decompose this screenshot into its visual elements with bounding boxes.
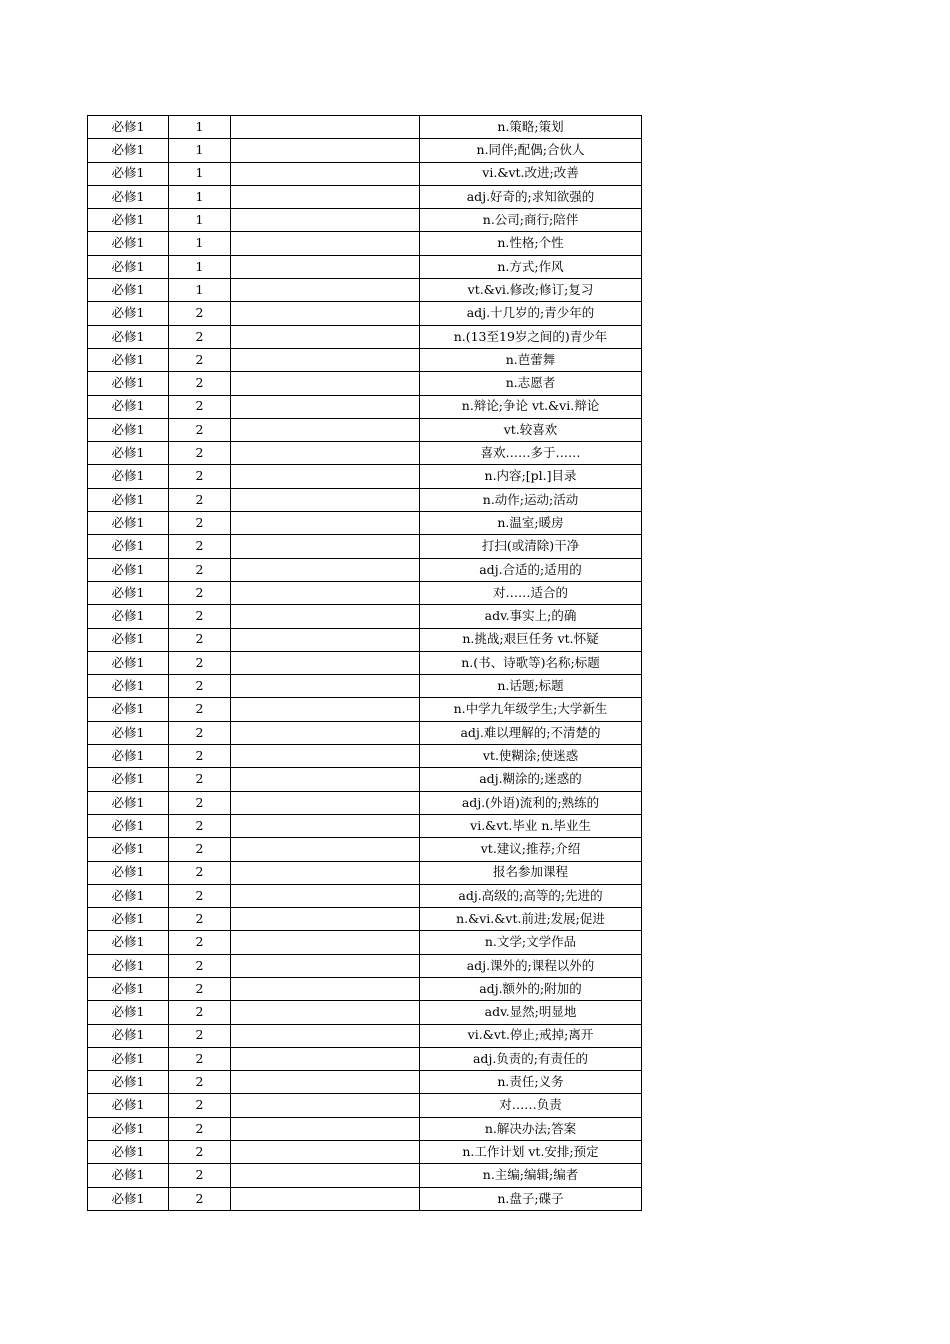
word-cell (231, 931, 420, 954)
word-cell (231, 1071, 420, 1094)
word-cell (231, 605, 420, 628)
table-row (88, 814, 642, 837)
word-cell (231, 232, 420, 255)
book-cell: 必修1 (88, 581, 169, 604)
word-cell (231, 977, 420, 1000)
unit-cell: 2 (169, 1094, 231, 1117)
book-cell: 必修1 (88, 279, 169, 302)
book-cell: 必修1 (88, 605, 169, 628)
table-row (88, 698, 642, 721)
table-row (88, 372, 642, 395)
word-cell (231, 745, 420, 768)
word-cell (231, 908, 420, 931)
definition-cell: 打扫(或清除)干净 (420, 535, 642, 558)
table-row (88, 1141, 642, 1164)
definition-cell: n.策略;策划 (420, 116, 642, 139)
word-cell (231, 488, 420, 511)
word-cell (231, 628, 420, 651)
unit-cell: 2 (169, 814, 231, 837)
book-cell: 必修1 (88, 325, 169, 348)
unit-cell: 1 (169, 232, 231, 255)
unit-cell: 2 (169, 558, 231, 581)
unit-cell: 2 (169, 698, 231, 721)
unit-cell: 2 (169, 768, 231, 791)
table-row (88, 535, 642, 558)
word-cell (231, 1001, 420, 1024)
book-cell: 必修1 (88, 908, 169, 931)
definition-cell: n.工作计划 vt.安排;预定 (420, 1141, 642, 1164)
table-row (88, 675, 642, 698)
book-cell: 必修1 (88, 488, 169, 511)
table-row (88, 884, 642, 907)
unit-cell: 2 (169, 1071, 231, 1094)
table-row (88, 116, 642, 139)
definition-cell: n.主编;编辑;编者 (420, 1164, 642, 1187)
book-cell: 必修1 (88, 442, 169, 465)
word-cell (231, 116, 420, 139)
unit-cell: 2 (169, 628, 231, 651)
word-cell (231, 209, 420, 232)
definition-cell: n.盘子;碟子 (420, 1187, 642, 1210)
book-cell: 必修1 (88, 302, 169, 325)
book-cell: 必修1 (88, 1141, 169, 1164)
table-row (88, 465, 642, 488)
unit-cell: 1 (169, 185, 231, 208)
table-row (88, 1164, 642, 1187)
word-cell (231, 395, 420, 418)
book-cell: 必修1 (88, 185, 169, 208)
unit-cell: 2 (169, 977, 231, 1000)
table-row (88, 838, 642, 861)
table-row (88, 512, 642, 535)
book-cell: 必修1 (88, 651, 169, 674)
definition-cell: n.挑战;艰巨任务 vt.怀疑 (420, 628, 642, 651)
word-cell (231, 325, 420, 348)
unit-cell: 2 (169, 535, 231, 558)
table-row (88, 581, 642, 604)
definition-cell: adj.负责的;有责任的 (420, 1047, 642, 1070)
book-cell: 必修1 (88, 721, 169, 744)
word-cell (231, 1141, 420, 1164)
book-cell: 必修1 (88, 698, 169, 721)
book-cell: 必修1 (88, 768, 169, 791)
definition-cell: n.责任;义务 (420, 1071, 642, 1094)
book-cell: 必修1 (88, 418, 169, 441)
unit-cell: 2 (169, 884, 231, 907)
unit-cell: 2 (169, 745, 231, 768)
book-cell: 必修1 (88, 931, 169, 954)
definition-cell: 报名参加课程 (420, 861, 642, 884)
book-cell: 必修1 (88, 1024, 169, 1047)
table-row (88, 1187, 642, 1210)
definition-cell: adv.事实上;的确 (420, 605, 642, 628)
word-cell (231, 418, 420, 441)
definition-cell: adv.显然;明显地 (420, 1001, 642, 1024)
table-row (88, 1117, 642, 1140)
unit-cell: 1 (169, 279, 231, 302)
definition-cell: vi.&vt.改进;改善 (420, 162, 642, 185)
table-row (88, 209, 642, 232)
book-cell: 必修1 (88, 1047, 169, 1070)
table-row (88, 1071, 642, 1094)
table-row (88, 768, 642, 791)
vocabulary-table (87, 115, 642, 1211)
word-cell (231, 1187, 420, 1210)
table-row (88, 1047, 642, 1070)
word-cell (231, 838, 420, 861)
unit-cell: 2 (169, 1117, 231, 1140)
definition-cell: n.解决办法;答案 (420, 1117, 642, 1140)
word-cell (231, 791, 420, 814)
definition-cell: 喜欢……多于…… (420, 442, 642, 465)
unit-cell: 2 (169, 465, 231, 488)
definition-cell: n.性格;个性 (420, 232, 642, 255)
book-cell: 必修1 (88, 977, 169, 1000)
definition-cell: n.辩论;争论 vt.&vi.辩论 (420, 395, 642, 418)
definition-cell: adj.高级的;高等的;先进的 (420, 884, 642, 907)
table-row (88, 488, 642, 511)
unit-cell: 2 (169, 791, 231, 814)
word-cell (231, 162, 420, 185)
word-cell (231, 768, 420, 791)
table-row (88, 628, 642, 651)
table-row (88, 977, 642, 1000)
definition-cell: vi.&vt.毕业 n.毕业生 (420, 814, 642, 837)
unit-cell: 2 (169, 442, 231, 465)
word-cell (231, 558, 420, 581)
table-row (88, 954, 642, 977)
word-cell (231, 535, 420, 558)
table-row (88, 418, 642, 441)
word-cell (231, 348, 420, 371)
book-cell: 必修1 (88, 954, 169, 977)
unit-cell: 2 (169, 348, 231, 371)
unit-cell: 2 (169, 418, 231, 441)
table-row (88, 651, 642, 674)
unit-cell: 2 (169, 488, 231, 511)
vocabulary-table-body (88, 116, 642, 1211)
table-row (88, 255, 642, 278)
table-row (88, 442, 642, 465)
unit-cell: 2 (169, 861, 231, 884)
unit-cell: 1 (169, 162, 231, 185)
book-cell: 必修1 (88, 535, 169, 558)
word-cell (231, 814, 420, 837)
table-row (88, 721, 642, 744)
unit-cell: 1 (169, 116, 231, 139)
book-cell: 必修1 (88, 372, 169, 395)
unit-cell: 2 (169, 838, 231, 861)
book-cell: 必修1 (88, 395, 169, 418)
unit-cell: 2 (169, 1141, 231, 1164)
unit-cell: 2 (169, 954, 231, 977)
unit-cell: 2 (169, 325, 231, 348)
table-row (88, 348, 642, 371)
book-cell: 必修1 (88, 558, 169, 581)
definition-cell: vt.较喜欢 (420, 418, 642, 441)
book-cell: 必修1 (88, 139, 169, 162)
word-cell (231, 1094, 420, 1117)
word-cell (231, 861, 420, 884)
word-cell (231, 721, 420, 744)
definition-cell: n.志愿者 (420, 372, 642, 395)
definition-cell: n.同伴;配偶;合伙人 (420, 139, 642, 162)
book-cell: 必修1 (88, 465, 169, 488)
table-row (88, 325, 642, 348)
unit-cell: 2 (169, 931, 231, 954)
definition-cell: vt.建议;推荐;介绍 (420, 838, 642, 861)
unit-cell: 2 (169, 302, 231, 325)
word-cell (231, 1117, 420, 1140)
book-cell: 必修1 (88, 1071, 169, 1094)
book-cell: 必修1 (88, 1001, 169, 1024)
definition-cell: adj.额外的;附加的 (420, 977, 642, 1000)
definition-cell: n.芭蕾舞 (420, 348, 642, 371)
definition-cell: adj.好奇的;求知欲强的 (420, 185, 642, 208)
word-cell (231, 185, 420, 208)
definition-cell: n.公司;商行;陪伴 (420, 209, 642, 232)
unit-cell: 1 (169, 139, 231, 162)
definition-cell: n.温室;暖房 (420, 512, 642, 535)
table-row (88, 1001, 642, 1024)
definition-cell: n.&vi.&vt.前进;发展;促进 (420, 908, 642, 931)
book-cell: 必修1 (88, 745, 169, 768)
word-cell (231, 1047, 420, 1070)
unit-cell: 2 (169, 395, 231, 418)
word-cell (231, 279, 420, 302)
book-cell: 必修1 (88, 1164, 169, 1187)
unit-cell: 2 (169, 675, 231, 698)
book-cell: 必修1 (88, 814, 169, 837)
word-cell (231, 954, 420, 977)
definition-cell: vi.&vt.停止;戒掉;离开 (420, 1024, 642, 1047)
unit-cell: 2 (169, 651, 231, 674)
word-cell (231, 1164, 420, 1187)
book-cell: 必修1 (88, 512, 169, 535)
word-cell (231, 139, 420, 162)
definition-cell: n.内容;[pl.]目录 (420, 465, 642, 488)
unit-cell: 2 (169, 512, 231, 535)
definition-cell: adj.十几岁的;青少年的 (420, 302, 642, 325)
table-row (88, 302, 642, 325)
book-cell: 必修1 (88, 1117, 169, 1140)
definition-cell: n.(13至19岁之间的)青少年 (420, 325, 642, 348)
definition-cell: n.文学;文学作品 (420, 931, 642, 954)
table-row (88, 745, 642, 768)
table-row (88, 931, 642, 954)
definition-cell: n.(书、诗歌等)名称;标题 (420, 651, 642, 674)
definition-cell: adj.课外的;课程以外的 (420, 954, 642, 977)
unit-cell: 2 (169, 605, 231, 628)
word-cell (231, 884, 420, 907)
table-row (88, 185, 642, 208)
book-cell: 必修1 (88, 1094, 169, 1117)
definition-cell: adj.难以理解的;不清楚的 (420, 721, 642, 744)
unit-cell: 2 (169, 1164, 231, 1187)
unit-cell: 2 (169, 1187, 231, 1210)
unit-cell: 2 (169, 721, 231, 744)
word-cell (231, 1024, 420, 1047)
unit-cell: 2 (169, 581, 231, 604)
book-cell: 必修1 (88, 861, 169, 884)
unit-cell: 1 (169, 255, 231, 278)
word-cell (231, 372, 420, 395)
definition-cell: n.中学九年级学生;大学新生 (420, 698, 642, 721)
book-cell: 必修1 (88, 675, 169, 698)
book-cell: 必修1 (88, 1187, 169, 1210)
word-cell (231, 698, 420, 721)
table-row (88, 861, 642, 884)
unit-cell: 1 (169, 209, 231, 232)
book-cell: 必修1 (88, 838, 169, 861)
table-row (88, 162, 642, 185)
definition-cell: adj.合适的;适用的 (420, 558, 642, 581)
word-cell (231, 255, 420, 278)
table-row (88, 558, 642, 581)
book-cell: 必修1 (88, 162, 169, 185)
unit-cell: 2 (169, 1001, 231, 1024)
word-cell (231, 442, 420, 465)
definition-cell: n.话题;标题 (420, 675, 642, 698)
table-row (88, 791, 642, 814)
definition-cell: n.方式;作风 (420, 255, 642, 278)
table-row (88, 1024, 642, 1047)
table-row (88, 1094, 642, 1117)
word-cell (231, 581, 420, 604)
table-row (88, 395, 642, 418)
definition-cell: vt.&vi.修改;修订;复习 (420, 279, 642, 302)
definition-cell: vt.使糊涂;使迷惑 (420, 745, 642, 768)
book-cell: 必修1 (88, 791, 169, 814)
definition-cell: 对……负责 (420, 1094, 642, 1117)
word-cell (231, 675, 420, 698)
definition-cell: 对……适合的 (420, 581, 642, 604)
definition-cell: adj.糊涂的;迷惑的 (420, 768, 642, 791)
unit-cell: 2 (169, 908, 231, 931)
unit-cell: 2 (169, 1047, 231, 1070)
table-row (88, 139, 642, 162)
book-cell: 必修1 (88, 255, 169, 278)
table-row (88, 232, 642, 255)
table-row (88, 605, 642, 628)
table-row (88, 279, 642, 302)
book-cell: 必修1 (88, 209, 169, 232)
word-cell (231, 512, 420, 535)
word-cell (231, 465, 420, 488)
book-cell: 必修1 (88, 628, 169, 651)
unit-cell: 2 (169, 372, 231, 395)
book-cell: 必修1 (88, 232, 169, 255)
definition-cell: adj.(外语)流利的;熟练的 (420, 791, 642, 814)
book-cell: 必修1 (88, 884, 169, 907)
table-row (88, 908, 642, 931)
unit-cell: 2 (169, 1024, 231, 1047)
word-cell (231, 302, 420, 325)
word-cell (231, 651, 420, 674)
definition-cell: n.动作;运动;活动 (420, 488, 642, 511)
book-cell: 必修1 (88, 116, 169, 139)
book-cell: 必修1 (88, 348, 169, 371)
